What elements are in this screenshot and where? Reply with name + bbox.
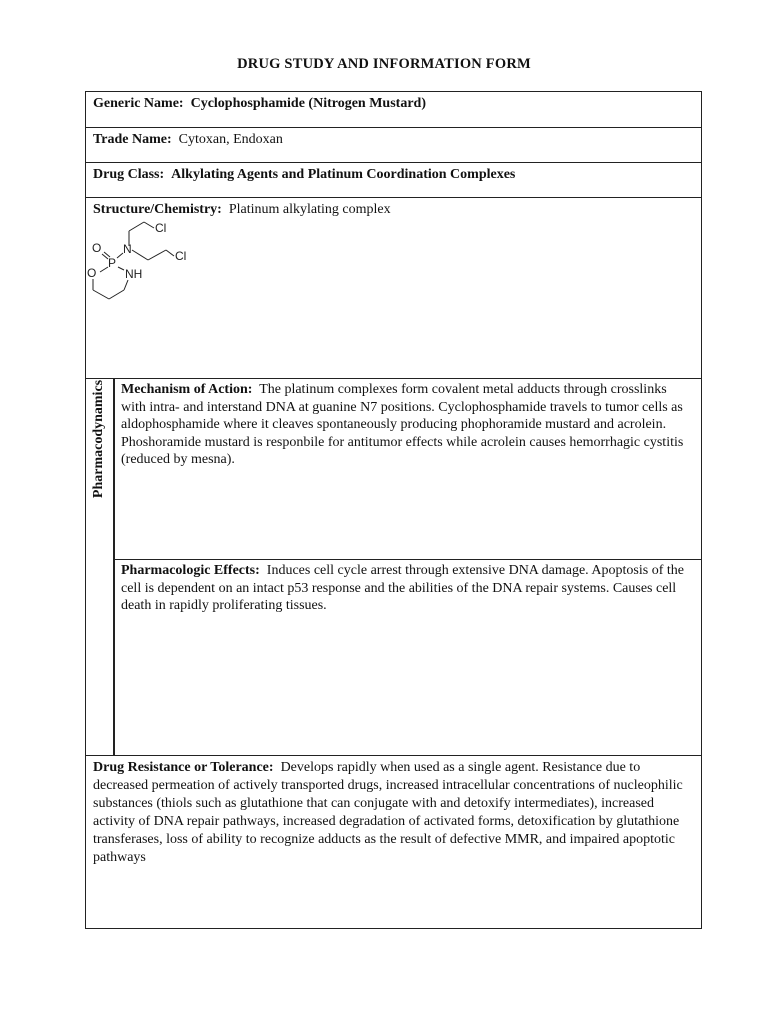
mechanism-text: The platinum complexes form covalent metal adducts through crosslinks with intra- and interstand DNA at guanine N7 positions. Cyclophosphamide travels to tumor cells as aldophosphamide where it cleaves spontaneously producing phophoramide mustard and acrolein. Phoshoramide mustard is responbile for antitumor effects while acrolein causes hemorrhagic cystitis (reduced by mesna). <box>121 382 684 467</box>
structure-row <box>86 198 701 379</box>
drug-class-row <box>86 163 701 198</box>
atom-cl-upper: Cl <box>155 221 167 235</box>
generic-name-value: Cyclophosphamide (Nitrogen Mustard) <box>190 96 426 111</box>
atom-n: N <box>123 242 132 256</box>
structure-value: Platinum alkylating complex <box>228 202 391 217</box>
pharmacodynamics-section <box>86 379 701 756</box>
effects-text: Induces cell cycle arrest through extensive DNA damage. Apoptosis of the cell is dependent on an intact p53 response and the abilities of the DNA repair systems. Causes cell death in rapidly proliferating tissues. <box>121 563 684 613</box>
trade-name-value: Cytoxan, Endoxan <box>178 132 283 147</box>
drug-form-table <box>85 91 702 929</box>
resistance-text: Develops rapidly when used as a single agent. Resistance due to decreased permeation of actively transported drugs, increased intracellular concentrations of nucleophilic substances (thiols such as glutathione that can conjugate with and detoxify intermediates), increased activity of DNA repair pathways, increased degradation of activated forms, detoxification by glutathione transferases, loss of ability to recognize adducts as the result of defective MMR, and impaired apoptotic pathways <box>93 760 683 865</box>
generic-name-row <box>86 92 701 128</box>
mechanism-of-action-cell <box>115 379 701 560</box>
drug-class-label: Drug Class: <box>93 167 165 182</box>
chemical-structure-diagram <box>86 216 188 300</box>
drug-resistance-row <box>86 756 701 928</box>
resistance-label: Drug Resistance or Tolerance: <box>93 760 274 775</box>
pharmacodynamics-side-column <box>86 379 115 755</box>
atom-nh: NH <box>125 267 143 281</box>
atom-o-ring: O <box>87 266 97 280</box>
trade-name-label: Trade Name: <box>93 132 172 147</box>
generic-name-label: Generic Name: <box>93 96 184 111</box>
structure-label: Structure/Chemistry: <box>93 202 222 217</box>
drug-class-value: Alkylating Agents and Platinum Coordination Complexes <box>171 167 516 182</box>
effects-label: Pharmacologic Effects: <box>121 563 260 578</box>
pharmacodynamics-side-label: Pharmacodynamics <box>91 379 106 499</box>
pharmacologic-effects-cell <box>115 560 701 755</box>
atom-p: P <box>108 256 117 270</box>
mechanism-label: Mechanism of Action: <box>121 382 253 397</box>
atom-o-double: O <box>92 241 102 255</box>
atom-cl-lower: Cl <box>175 249 187 263</box>
form-title: DRUG STUDY AND INFORMATION FORM <box>237 56 531 72</box>
trade-name-row <box>86 128 701 163</box>
